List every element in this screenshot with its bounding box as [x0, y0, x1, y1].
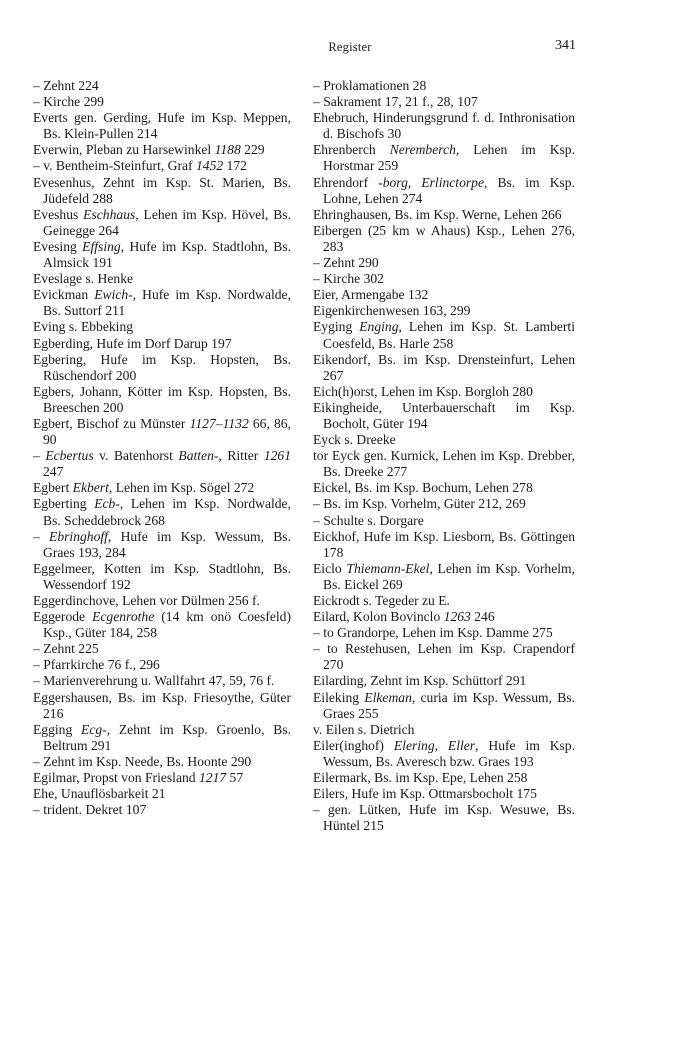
entry-text-italic: Batten-	[178, 448, 219, 464]
index-entry	[313, 110, 575, 142]
index-entry	[33, 529, 291, 561]
entry-text: – Zehnt im Ksp. Neede, Bs. Hoonte 290	[33, 753, 252, 769]
entry-text-italic: Ecb-	[94, 496, 120, 512]
entry-text: Eveslage s. Henke	[33, 271, 134, 287]
entry-text: Eikendorf, Bs. im Ksp. Drensteinfurt, Lehen 267	[313, 351, 575, 383]
entry-text: – Bs. im Ksp. Vorhelm, Güter 212, 269	[313, 496, 526, 512]
entry-text: 246	[470, 609, 495, 625]
index-entry	[33, 690, 291, 722]
index-entry	[33, 657, 291, 673]
entry-text: , Bs. im Ksp. Lohne, Lehen 274	[323, 174, 575, 206]
index-entry	[33, 786, 291, 802]
page-number: 341	[555, 38, 576, 53]
entry-text: – Proklamationen 28	[313, 78, 427, 93]
index-entry	[313, 255, 575, 271]
entry-text: Eilermark, Bs. im Ksp. Epe, Lehen 258	[313, 770, 528, 786]
index-entry	[33, 416, 291, 448]
entry-text-italic: Thiemann-Ekel	[346, 560, 430, 576]
entry-text: , Hufe im Ksp. Nordwalde, Bs. Suttorf 211	[43, 287, 291, 319]
entry-text: 66, 86, 90	[43, 415, 291, 448]
index-entry	[313, 641, 575, 673]
index-entry	[313, 802, 575, 834]
index-entry	[313, 561, 575, 593]
index-entry	[33, 239, 291, 271]
entry-text: – Schulte s. Dorgare	[313, 512, 424, 528]
entry-text: , Lehen im Ksp. Nordwalde, Bs. Scheddebrock 268	[43, 496, 291, 528]
entry-text-italic: 1217	[198, 770, 227, 786]
index-entry	[313, 432, 575, 448]
index-entry	[313, 400, 575, 432]
index-entry	[33, 78, 291, 94]
index-entry	[33, 593, 291, 609]
entry-text: Eibergen (25 km w Ahaus) Ksp., Lehen 276, 283	[313, 222, 575, 254]
entry-text: 172	[223, 158, 247, 174]
index-entry	[313, 609, 575, 625]
entry-text: , Zehnt im Ksp. Groenlo, Bs. Beltrum 291	[43, 721, 292, 753]
entry-text: Eyging	[313, 319, 360, 335]
index-entry	[33, 175, 291, 207]
index-entry	[313, 513, 575, 529]
index-entry	[33, 319, 291, 335]
entry-text: Everts gen. Gerding, Hufe im Ksp. Meppen, Bs. Klein-Pullen 214	[33, 110, 291, 142]
index-entry	[33, 673, 291, 689]
index-entry	[33, 207, 291, 239]
entry-text: –	[33, 528, 50, 544]
entry-text: Ehrendorf	[313, 174, 379, 190]
index-entry	[313, 319, 575, 351]
entry-text: Eigenkirchenwesen 163, 299	[313, 303, 471, 319]
index-entry	[313, 722, 575, 738]
index-entry	[33, 158, 291, 174]
entry-text: – Sakrament 17, 21 f., 28, 107	[313, 94, 478, 110]
entry-text: Egilmar, Propst von Friesland	[33, 770, 199, 786]
index-entry	[33, 448, 291, 480]
index-entry	[33, 641, 291, 657]
entry-text: Eich(h)orst, Lehen im Ksp. Borgloh 280	[313, 383, 533, 399]
entry-text: Eiler(inghof)	[313, 737, 394, 753]
index-entry	[33, 770, 291, 786]
entry-text: , Hufe im Ksp. Stadtlohn, Bs. Almsick 191	[43, 238, 292, 271]
entry-text-italic: 1188	[214, 142, 241, 158]
entry-text: tor Eyck gen. Kurnick, Lehen im Ksp. Drebber, Bs. Dreeke 277	[313, 448, 575, 480]
entry-text: – v. Bentheim-Steinfurt, Graf	[33, 158, 196, 174]
index-entry	[33, 110, 291, 142]
entry-text: 57	[226, 770, 244, 786]
entry-text: Egberting	[33, 496, 95, 512]
entry-text: Ehrenberch	[313, 142, 390, 158]
entry-text: , curia im Ksp. Wessum, Bs. Graes 255	[323, 689, 575, 721]
index-entry	[33, 722, 291, 754]
index-entry	[313, 625, 575, 641]
entry-text: – to Grandorpe, Lehen im Ksp. Damme 275	[313, 625, 553, 641]
index-entry	[313, 207, 575, 223]
index-entry	[33, 802, 291, 818]
index-entry	[313, 287, 575, 303]
entry-text: Egbert	[33, 480, 73, 496]
entry-text: Egbert, Bischof zu Münster	[33, 415, 190, 431]
entry-text-italic: Ewich-	[94, 287, 133, 303]
entry-text: , Lehen im Ksp. Horstmar 259	[323, 142, 575, 174]
entry-text-italic: 1261	[263, 448, 291, 464]
entry-text-italic: Neremberch	[389, 142, 456, 158]
entry-text: 229	[240, 142, 265, 158]
entry-text: Egbering, Hufe im Ksp. Hopsten, Bs. Rüschendorf 200	[33, 351, 291, 383]
index-entry	[33, 496, 291, 528]
entry-text: – Zehnt 224	[33, 78, 99, 93]
index-entry	[313, 271, 575, 287]
entry-text: – Pfarrkirche 76 f., 296	[33, 657, 160, 673]
entry-text: , Ritter	[218, 448, 264, 464]
entry-text: , Lehen im Ksp. Sögel 272	[108, 480, 255, 496]
entry-text: Eggerode	[33, 609, 93, 625]
entry-text: – trident. Dekret 107	[33, 802, 147, 818]
index-entry	[313, 738, 575, 770]
index-entry	[313, 786, 575, 802]
index-entry	[313, 223, 575, 255]
index-entry	[33, 336, 291, 352]
entry-text: Evesenhus, Zehnt im Ksp. St. Marien, Bs. Jüdefeld 288	[33, 174, 291, 206]
entry-text: Eilard, Kolon Bovinclo	[313, 609, 444, 625]
entry-text: Ehebruch, Hinderungsgrund f. d. Inthronisation d. Bischofs 30	[313, 110, 575, 142]
index-entry	[313, 78, 575, 94]
entry-text-italic: 1452	[195, 158, 224, 174]
index-column-right	[313, 78, 575, 834]
index-entry	[313, 448, 575, 480]
entry-text: Eggelmeer, Kotten im Ksp. Stadtlohn, Bs. Wessendorf 192	[33, 560, 291, 592]
entry-text-italic: Elkeman	[364, 689, 412, 705]
index-entry	[33, 384, 291, 416]
entry-text-italic: -borg, Erlinctorpe	[378, 174, 485, 190]
entry-text: 247	[43, 464, 64, 480]
index-entry	[313, 303, 575, 319]
entry-text: Eveshus	[33, 206, 84, 222]
entry-text-italic: Elering, Eller	[393, 737, 476, 753]
entry-text-italic: Effsing	[82, 238, 121, 254]
entry-text: Egging	[33, 721, 82, 737]
index-entry	[313, 496, 575, 512]
entry-text: Everwin, Pleban zu Harsewinkel	[33, 142, 215, 158]
index-entry	[313, 94, 575, 110]
entry-text: – to Restehusen, Lehen im Ksp. Crapendorf 270	[313, 641, 575, 673]
entry-text: Eving s. Ebbeking	[33, 319, 134, 335]
entry-text-italic: 1263	[443, 609, 471, 625]
entry-text-italic: Ecg-	[81, 721, 107, 737]
entry-text-italic: Ecbertus	[45, 448, 94, 464]
index-entry	[313, 529, 575, 561]
entry-text: Eickel, Bs. im Ksp. Bochum, Lehen 278	[313, 480, 533, 496]
entry-text: Eiclo	[313, 560, 347, 576]
entry-text: Ehe, Unauflösbarkeit 21	[33, 786, 166, 802]
entry-text: Eilers, Hufe im Ksp. Ottmarsbocholt 175	[313, 786, 537, 802]
entry-text: Evickman	[33, 287, 95, 303]
entry-text: Eilarding, Zehnt im Ksp. Schüttorf 291	[313, 673, 527, 689]
entry-text: Eyck s. Dreeke	[313, 432, 396, 448]
entry-text: Ehringhausen, Bs. im Ksp. Werne, Lehen 266	[313, 206, 562, 222]
index-entry	[33, 142, 291, 158]
entry-text: Egbers, Johann, Kötter im Ksp. Hopsten, Bs. Breeschen 200	[33, 383, 291, 415]
index-entry	[313, 175, 575, 207]
entry-text: –	[33, 448, 46, 464]
index-entry	[33, 287, 291, 319]
entry-text: (14 km onö Coesfeld) Ksp., Güter 184, 258	[43, 609, 291, 641]
entry-text: – Marienverehrung u. Wallfahrt 47, 59, 76 f.	[33, 673, 275, 689]
entry-text-italic: Ecgenrothe	[92, 609, 155, 625]
index-entry	[313, 480, 575, 496]
entry-text: , Lehen im Ksp. St. Lamberti Coesfeld, Bs. Harle 258	[323, 319, 575, 351]
entry-text: Evesing	[33, 238, 83, 254]
index-entry	[33, 94, 291, 110]
entry-text: – Kirche 299	[33, 94, 104, 110]
entry-text: Eggershausen, Bs. im Ksp. Friesoythe, Güter 216	[33, 689, 291, 721]
entry-text: – Kirche 302	[313, 271, 384, 287]
entry-text-italic: Eschhaus	[83, 206, 136, 222]
entry-text-italic: Ebringhoff	[49, 528, 108, 544]
entry-text: Eickrodt s. Tegeder zu E.	[313, 593, 450, 608]
entry-text: Eggerdinchove, Lehen vor Dülmen 256 f.	[33, 593, 260, 608]
running-header-title: Register	[328, 40, 372, 54]
entry-text: v. Eilen s. Dietrich	[313, 721, 415, 737]
entry-text: Eickhof, Hufe im Ksp. Liesborn, Bs. Göttingen 178	[313, 528, 575, 560]
index-entry	[33, 271, 291, 287]
index-entry	[33, 352, 291, 384]
entry-text: , Lehen im Ksp. Vorhelm, Bs. Eickel 269	[323, 560, 575, 592]
index-entry	[33, 754, 291, 770]
index-entry	[33, 480, 291, 496]
index-entry	[313, 142, 575, 174]
entry-text-italic: Enging	[359, 319, 399, 335]
entry-text: Egberding, Hufe im Dorf Darup 197	[33, 335, 232, 351]
entry-text-italic: Ekbert	[72, 480, 109, 496]
entry-text-italic: 1127–1132	[189, 415, 249, 431]
index-entry	[313, 352, 575, 384]
index-entry	[313, 673, 575, 689]
index-column-left	[33, 78, 291, 818]
entry-text: – Zehnt 225	[33, 641, 99, 657]
entry-text: , Hufe im Ksp. Wessum, Bs. Graes 193, 284	[43, 528, 291, 560]
entry-text: Eier, Armengabe 132	[313, 287, 429, 303]
index-entry	[313, 384, 575, 400]
entry-text: , Lehen im Ksp. Hövel, Bs. Geinegge 264	[43, 206, 291, 238]
entry-text: Eikingheide, Unterbauerschaft im Ksp. Bocholt, Güter 194	[313, 399, 575, 431]
index-entry	[33, 609, 291, 641]
entry-text: – gen. Lütken, Hufe im Ksp. Wesuwe, Bs. Hüntel 215	[313, 802, 575, 834]
index-entry	[33, 561, 291, 593]
entry-text: Eileking	[313, 689, 365, 705]
entry-text: , Hufe im Ksp. Wessum, Bs. Averesch bzw. Graes 193	[323, 737, 575, 769]
entry-text: v. Batenhorst	[93, 448, 179, 464]
index-entry	[313, 593, 575, 609]
index-entry	[313, 690, 575, 722]
entry-text: – Zehnt 290	[313, 255, 379, 271]
index-entry	[313, 770, 575, 786]
